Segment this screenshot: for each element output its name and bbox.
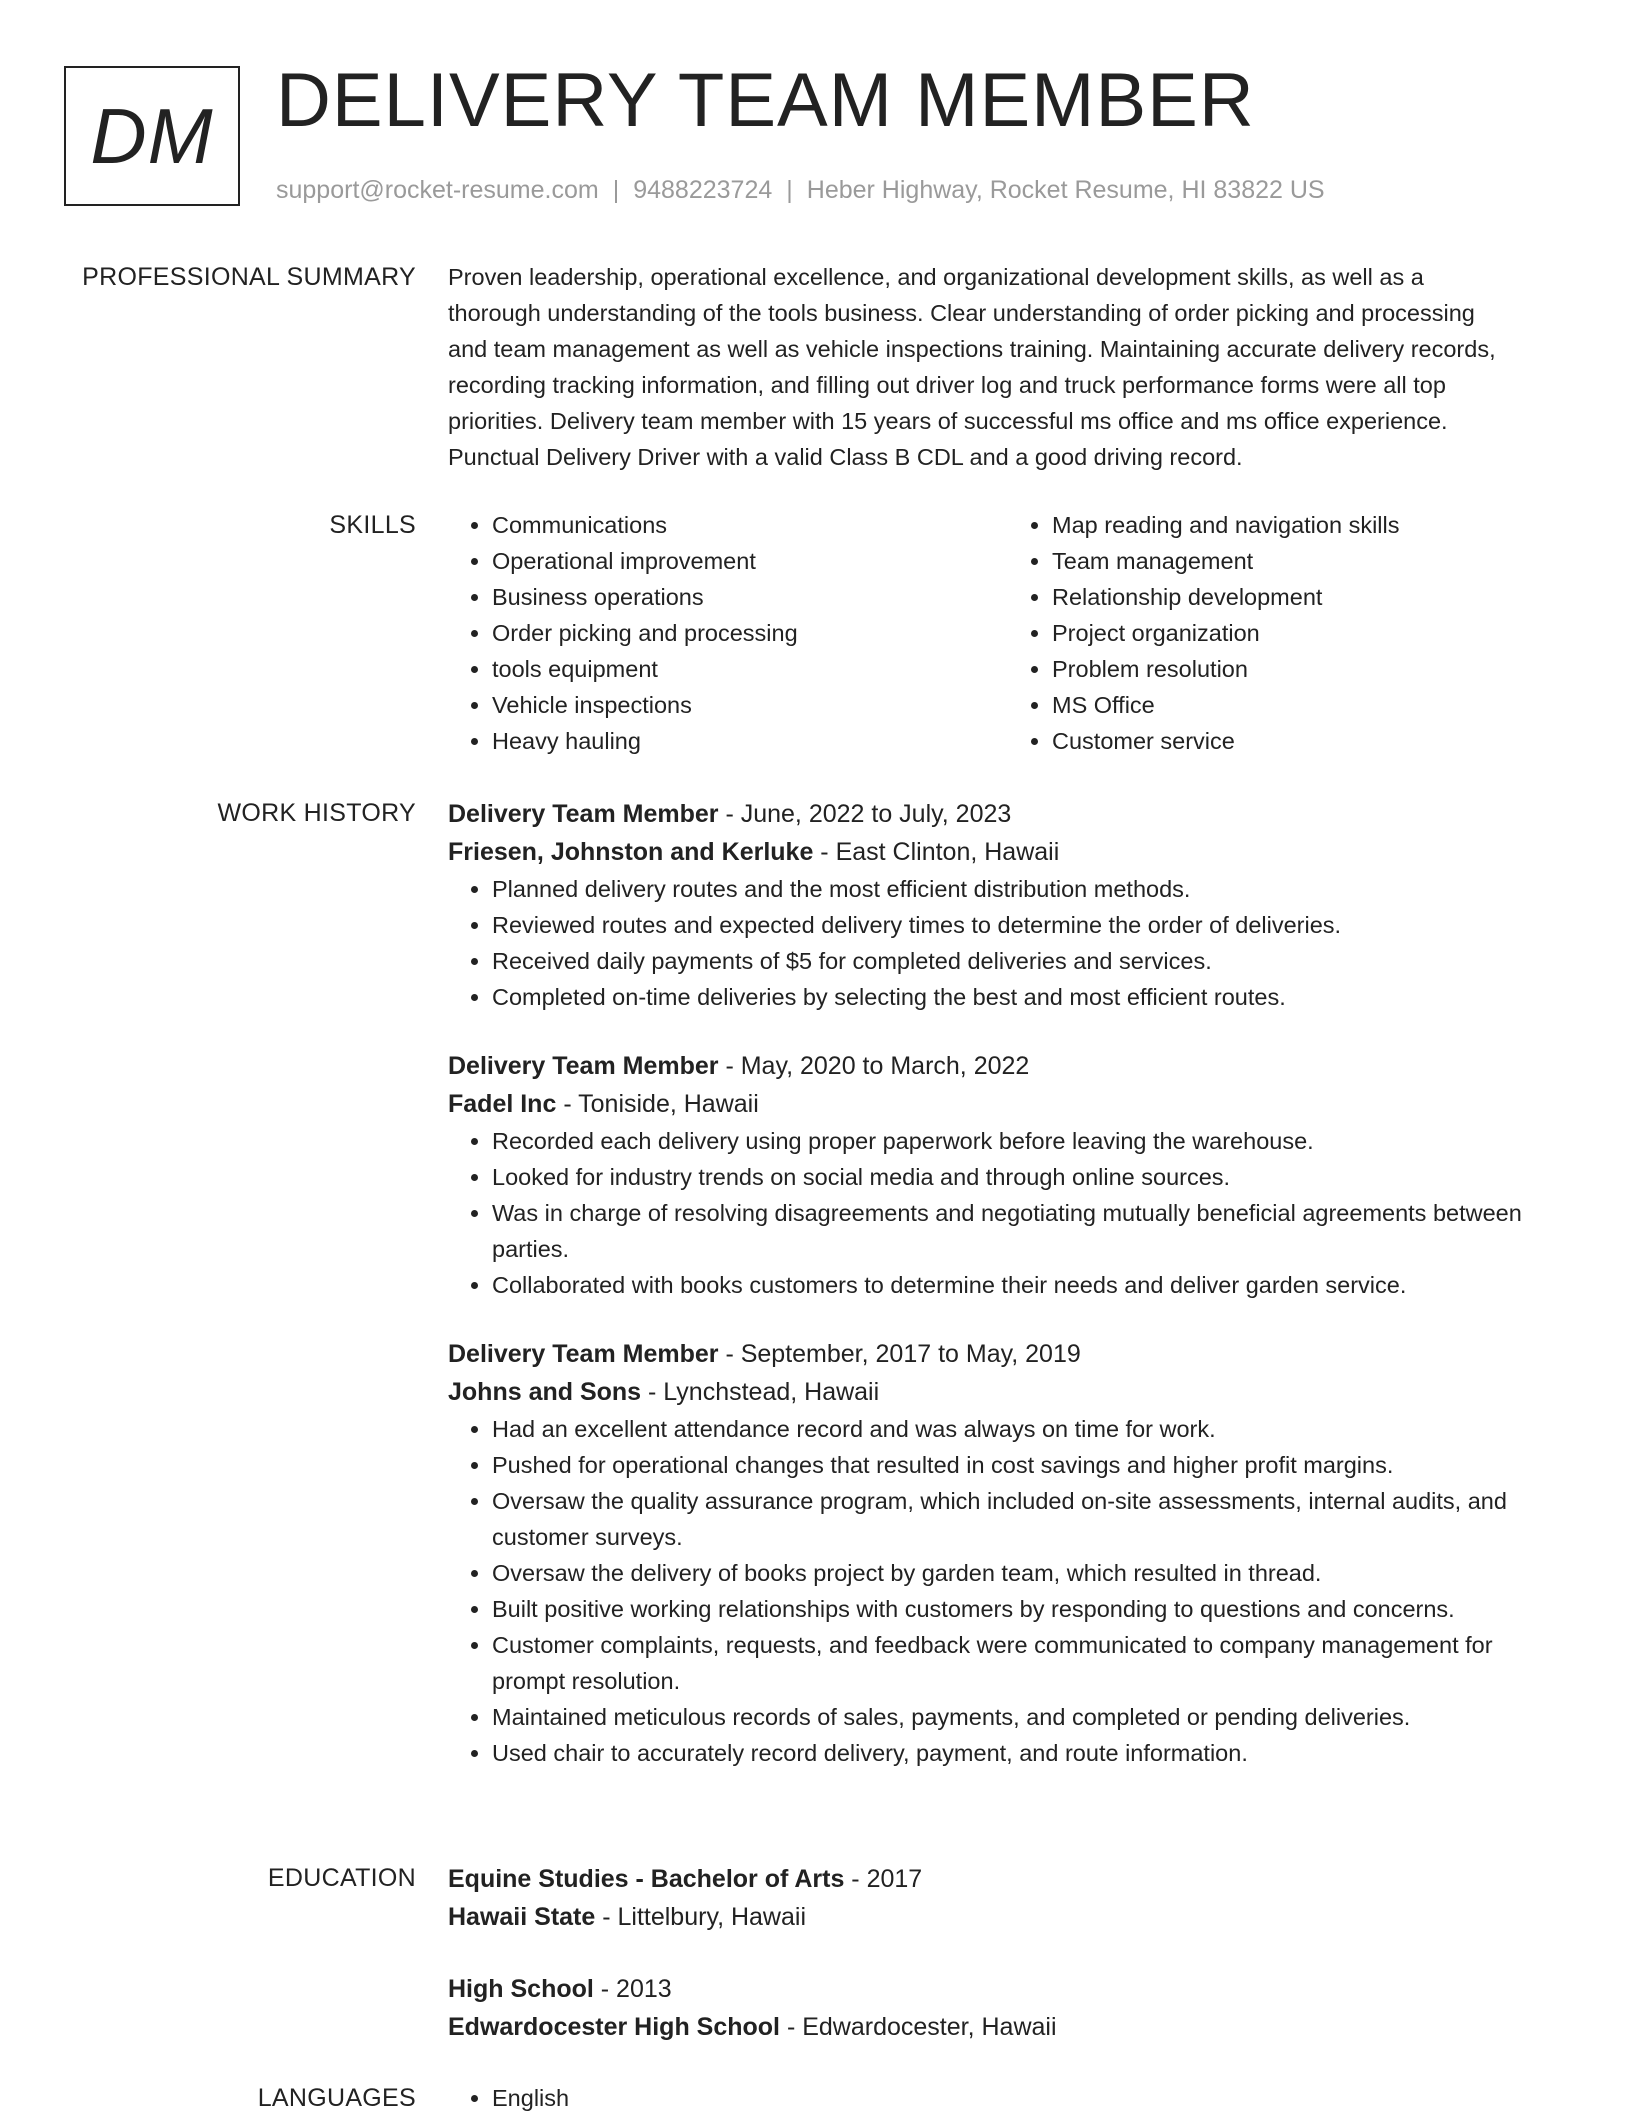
job-duty: • Recorded each delivery using proper paperwork before leaving the warehouse. [492,1123,1568,1159]
job-duty: • Customer complaints, requests, and feedback were communicated to company management for prompt resolution. [492,1627,1568,1699]
skill-item: • MS Office [1052,687,1568,723]
language-item: • English [492,2080,1568,2116]
job-entry [448,1047,1568,1303]
languages-list [448,2080,1568,2116]
contact-separator: | [786,176,793,204]
job-dates: - June, 2022 to July, 2023 [718,800,1012,828]
job-duty: • Used chair to accurately record delivery, payment, and route information. [492,1735,1568,1771]
skill-item: • Map reading and navigation skills [1052,507,1568,543]
job-duty: • Planned delivery routes and the most efficient distribution methods. [492,871,1568,907]
job-dates: - May, 2020 to March, 2022 [718,1052,1030,1080]
monogram-initials: DM [90,91,214,180]
job-duty: • Reviewed routes and expected delivery times to determine the order of deliveries. [492,907,1568,943]
languages-heading: LANGUAGES [257,2084,416,2112]
education-school-line [448,2008,1568,2046]
contact-separator: | [612,176,620,204]
page-title: DELIVERY TEAM MEMBER [276,58,1255,143]
job-location: - Lynchstead, Hawaii [641,1378,880,1406]
job-duty: • Pushed for operational changes that resulted in cost savings and higher profit margins. [492,1447,1568,1483]
job-duty: • Collaborated with books customers to determine their needs and deliver garden service. [492,1267,1568,1303]
job-company-line [448,1373,1568,1411]
job-duty: • Oversaw the quality assurance program, which included on-site assessments, internal audits, and customer surveys. [492,1483,1568,1555]
education-entry [448,1860,1568,1936]
skill-item: • Operational improvement [492,543,1008,579]
education-location: - Littelbury, Hawaii [595,1903,806,1931]
skills-grid [448,507,1568,759]
job-entry [448,1335,1568,1771]
contact-phone: 9488223724 [633,176,773,204]
education-degree: Equine Studies - Bachelor of Arts [448,1865,845,1893]
skill-item: • tools equipment [492,651,1008,687]
skill-item: • Business operations [492,579,1008,615]
job-duty: • Oversaw the delivery of books project by garden team, which resulted in thread. [492,1555,1568,1591]
summary-line: Proven leadership, operational excellence, and organizational development skills, as well as a [448,264,1424,290]
contact-email: support@rocket-resume.com [276,176,599,204]
summary-body [448,259,1568,475]
contact-address: Heber Highway, Rocket Resume, HI 83822 US [806,176,1325,204]
summary-line: priorities. Delivery team member with 15 years of successful ms office and ms office experience. [448,408,1448,434]
skill-item: • Problem resolution [1052,651,1568,687]
skills-heading: SKILLS [329,511,416,539]
job-duty: • Maintained meticulous records of sales, payments, and completed or pending deliveries. [492,1699,1568,1735]
skill-item: • Order picking and processing [492,615,1008,651]
job-title-line [448,1335,1568,1373]
skill-item: • Customer service [1052,723,1568,759]
education-entry [448,1970,1568,2046]
summary-line: thorough understanding of the tools business. Clear understanding of order picking and processing [448,300,1475,326]
summary-heading: PROFESSIONAL SUMMARY [82,263,416,291]
languages-body [448,2080,1568,2116]
summary-line: recording tracking information, and filling out driver log and truck performance forms were all top [448,372,1446,398]
skill-item: • Communications [492,507,1008,543]
education-heading: EDUCATION [267,1864,416,1892]
education-school: Hawaii State [448,1903,596,1931]
job-duty: • Looked for industry trends on social media and through online sources. [492,1159,1568,1195]
skill-item: • Heavy hauling [492,723,1008,759]
job-duty: • Built positive working relationships with customers by responding to questions and concerns. [492,1591,1568,1627]
work-history-body [448,795,1568,1771]
job-duties [448,871,1568,1015]
job-location: - Toniside, Hawaii [556,1090,759,1118]
skills-right-list [1008,507,1568,759]
skill-item: • Relationship development [1052,579,1568,615]
work-history-heading: WORK HISTORY [217,799,416,827]
job-entry [448,795,1568,1015]
job-company: Fadel Inc [448,1090,557,1118]
job-company-line [448,833,1568,871]
contact-line [276,172,1325,208]
job-duty: • Received daily payments of $5 for completed deliveries and services. [492,943,1568,979]
job-duties [448,1411,1568,1771]
job-duties [448,1123,1568,1303]
job-title: Delivery Team Member [448,1340,719,1368]
job-dates: - September, 2017 to May, 2019 [718,1340,1081,1368]
education-degree-line [448,1860,1568,1898]
summary-line: Punctual Delivery Driver with a valid Class B CDL and a good driving record. [448,444,1243,470]
skill-item: • Team management [1052,543,1568,579]
job-title: Delivery Team Member [448,800,719,828]
education-body [448,1860,1568,2046]
skills-left-list [448,507,1008,759]
education-school: Edwardocester High School [448,2013,781,2041]
job-duty: • Had an excellent attendance record and was always on time for work. [492,1411,1568,1447]
job-duty: • Completed on-time deliveries by selecting the best and most efficient routes. [492,979,1568,1015]
education-location: - Edwardocester, Hawaii [780,2013,1057,2041]
job-title-line [448,795,1568,833]
job-company-line [448,1085,1568,1123]
summary-line: and team management as well as vehicle inspections training. Maintaining accurate delivery records, [448,336,1496,362]
job-location: - East Clinton, Hawaii [813,838,1060,866]
education-year: - 2017 [844,1865,923,1893]
job-duty: • Was in charge of resolving disagreements and negotiating mutually beneficial agreements between parties. [492,1195,1568,1267]
job-title: Delivery Team Member [448,1052,719,1080]
education-year: - 2013 [593,1975,672,2003]
skill-item: • Project organization [1052,615,1568,651]
skill-item: • Vehicle inspections [492,687,1008,723]
job-title-line [448,1047,1568,1085]
job-company: Friesen, Johnston and Kerluke [448,838,814,866]
monogram-box [64,66,240,206]
job-company: Johns and Sons [448,1378,642,1406]
education-school-line [448,1898,1568,1936]
education-degree: High School [448,1975,594,2003]
education-degree-line [448,1970,1568,2008]
